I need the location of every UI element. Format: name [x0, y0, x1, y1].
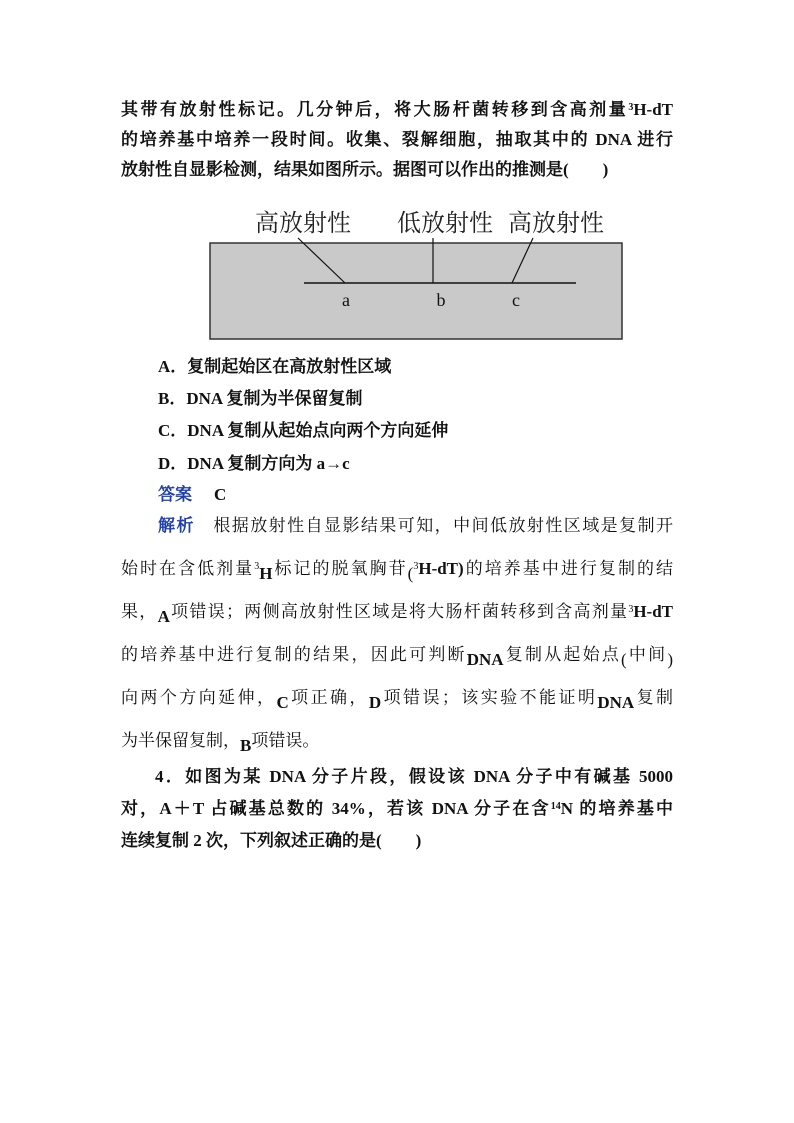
solution-text: 始时在含低剂量 [121, 559, 255, 578]
solution-line-6 [121, 719, 673, 762]
figure-box [210, 243, 622, 339]
option-a: A．复制起始区在高放射性区域 [158, 357, 392, 376]
solution-text: 为半保留复制， [121, 731, 240, 750]
stem-line-2: 的培养基中培养一段时间。收集、裂解细胞，抽取其中的 DNA 进行 [121, 130, 673, 149]
problem-3-stem [121, 95, 673, 185]
option-c: C．DNA 复制从起始点向两个方向延伸 [158, 421, 449, 440]
solution-text: 项错误；两侧高放射性区域是将大肠杆菌转移到含高剂量 [169, 602, 629, 621]
solution-symbol: DNA [466, 650, 504, 669]
solution-text: 根据放射性自显影结果可知，中间低放射性区域是复制开 [213, 516, 674, 535]
solution-symbol: B [240, 736, 252, 755]
solution-symbol: H-dT [633, 602, 674, 621]
solution-text: 的培养基中进行复制的结 [463, 559, 674, 578]
solution-line-3 [121, 590, 673, 633]
solution-text: 果， [121, 602, 158, 621]
superscript: 14 [550, 801, 561, 812]
point-b-label: b [436, 290, 446, 310]
solution-line-1 [121, 504, 673, 547]
solution-block [121, 504, 673, 762]
solution-text: 标记的脱氧胸苷 [272, 559, 408, 578]
problem-4-stem [121, 761, 673, 857]
solution-text: 复制 [634, 688, 674, 707]
solution-text: 复制从起始点 [503, 645, 622, 664]
solution-text: ( [621, 650, 627, 669]
solution-line-5 [121, 676, 673, 719]
solution-text: 中间 [626, 645, 668, 664]
label-low-mid: 低放射性 [397, 211, 493, 237]
label-high-right: 高放射性 [508, 211, 604, 237]
answer-value: C [214, 485, 227, 504]
superscript: 3 [628, 604, 634, 615]
solution-line-2 [121, 547, 673, 590]
superscript: 3 [254, 561, 260, 572]
stem-line-3: 放射性自显影检测，结果如图所示。据图可以作出的推测是( ) [121, 160, 609, 179]
solution-text: 的培养基中进行复制的结果，因此可判断 [121, 645, 467, 664]
option-b: B．DNA 复制为半保留复制 [158, 389, 363, 408]
solution-text: 项正确， [288, 688, 369, 707]
problem-4-line-1: 4．如图为某 DNA 分子片段，假设该 DNA 分子中有碱基 5000 [155, 767, 673, 786]
point-c-label: c [512, 290, 520, 310]
solution-symbol: C [276, 693, 289, 712]
superscript: 3 [628, 102, 634, 113]
answer-label: 答案 [158, 485, 192, 504]
label-high-left: 高放射性 [255, 211, 351, 237]
solution-symbol: H [259, 564, 273, 583]
stem-text: 其带有放射性标记。几分钟后，将大肠杆菌转移到含高剂量 [121, 100, 629, 119]
stem-text: H-dT [633, 100, 673, 119]
solution-symbol: DNA [597, 693, 635, 712]
point-a-label: a [342, 290, 350, 310]
problem-4-line-3: 连续复制 2 次，下列叙述正确的是( ) [121, 831, 422, 850]
superscript: 3 [413, 561, 419, 572]
solution-symbol: H-dT) [418, 559, 464, 578]
solution-text: ) [667, 650, 674, 669]
answer-row [158, 480, 226, 505]
solution-text: 向两个方向延伸， [121, 688, 277, 707]
solution-text: 项错误；该实验不能证明 [381, 688, 598, 707]
option-d: D．DNA 复制方向为 a→c [158, 454, 350, 473]
stem-text: 对，A＋T 占碱基总数的 34%，若该 DNA 分子在含 [121, 799, 551, 818]
solution-text: ( [407, 564, 414, 583]
solution-label: 解析 [158, 516, 195, 535]
stem-line-1 [121, 95, 673, 125]
solution-symbol: A [157, 607, 170, 626]
solution-line-4 [121, 633, 673, 676]
problem-4-line-2 [121, 793, 673, 825]
solution-symbol: D [368, 693, 382, 712]
solution-text: 项错误。 [251, 731, 320, 750]
radiography-figure [196, 196, 638, 346]
stem-text: N 的培养基中 [560, 799, 674, 818]
